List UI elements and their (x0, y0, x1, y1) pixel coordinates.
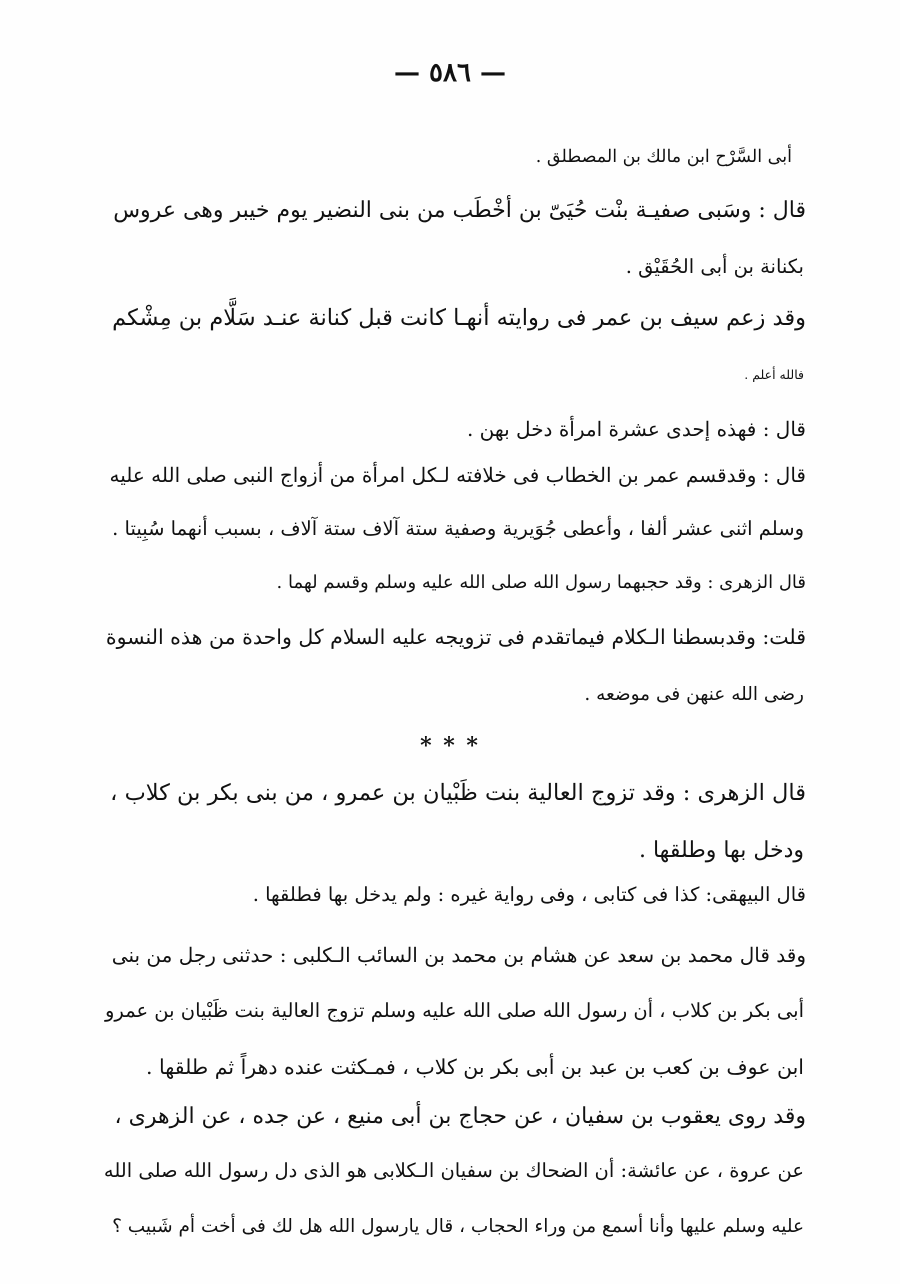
text-line: وقد قال محمد بن سعد عن هشام بن محمد بن السائب الـكلبى : حدثنى رجل من بنى (111, 943, 806, 967)
text-line: فالله أعلم . (744, 367, 804, 382)
text-line: وقد روى يعقوب بن سفيان ، عن حجاج بن أبى منيع ، عن جده ، عن الزهرى ، (114, 1104, 806, 1129)
text-line: وسلم اثنى عشر ألفا ، وأعطى جُوَيرية وصفية ستة آلاف ستة آلاف ، بسبب أنهما سُبِيتا . (112, 517, 804, 540)
section-separator: * * * (420, 733, 480, 759)
page-number: — ٥٨٦ — (393, 58, 507, 88)
text-line: قال : وقدقسم عمر بن الخطاب فى خلافته لـكل امرأة من أزواج النبى صلى الله عليه (109, 463, 806, 487)
text-line: قال : فهذه إحدى عشرة امرأة دخل بهن . (466, 417, 806, 441)
text-line: قال الزهرى : وقد حجبهما رسول الله صلى الله عليه وسلم وقسم لهما . (276, 572, 806, 593)
text-line: بكنانة بن أبى الحُقَيْق . (625, 255, 804, 278)
text-line: عليه وسلم عليها وأنا أسمع من وراء الحجاب ، قال يارسول الله هل لك فى أخت أم شَبيب ؟ (112, 1216, 804, 1237)
text-line: عن عروة ، عن عائشة: أن الضحاك بن سفيان الـكلابى هو الذى دل رسول الله صلى الله (103, 1159, 804, 1182)
text-line: وقد زعم سيف بن عمر فى روايته أنهـا كانت قبل كنانة عنـد سَلَّام بن مِشْكم (112, 305, 806, 331)
text-line: قال : وسَبى صفيـة بنْت حُيَىّ بن أخْطَب من بنى النضير يوم خيبر وهى عروس (113, 198, 806, 223)
text-line: رضى الله عنهن فى موضعه . (584, 684, 804, 705)
text-line: قال البيهقى: كذا فى كتابى ، وفى رواية غيره : ولم يدخل بها فطلقها . (252, 883, 806, 906)
text-line: أبى بكر بن كلاب ، أن رسول الله صلى الله عليه وسلم تزوج العالية بنت ظَبْيان بن عمرو (105, 999, 804, 1022)
text-line: قال الزهرى : وقد تزوج العالية بنت ظَبْيان بن عمرو ، من بنى بكر بن كلاب ، (110, 780, 806, 806)
text-line: ابن عوف بن كعب بن عبد بن أبى بكر بن كلاب ، فمـكثت عنده دهراً ثم طلقها . (146, 1055, 804, 1079)
text-line: ودخل بها وطلقها . (638, 838, 804, 863)
text-line: قلت: وقدبسطنا الـكلام فيماتقدم فى تزويجه عليه السلام كل واحدة من هذه النسوة (105, 625, 806, 649)
text-line: أبى السَّرْح ابن مالك بن المصطلق . (535, 147, 792, 167)
